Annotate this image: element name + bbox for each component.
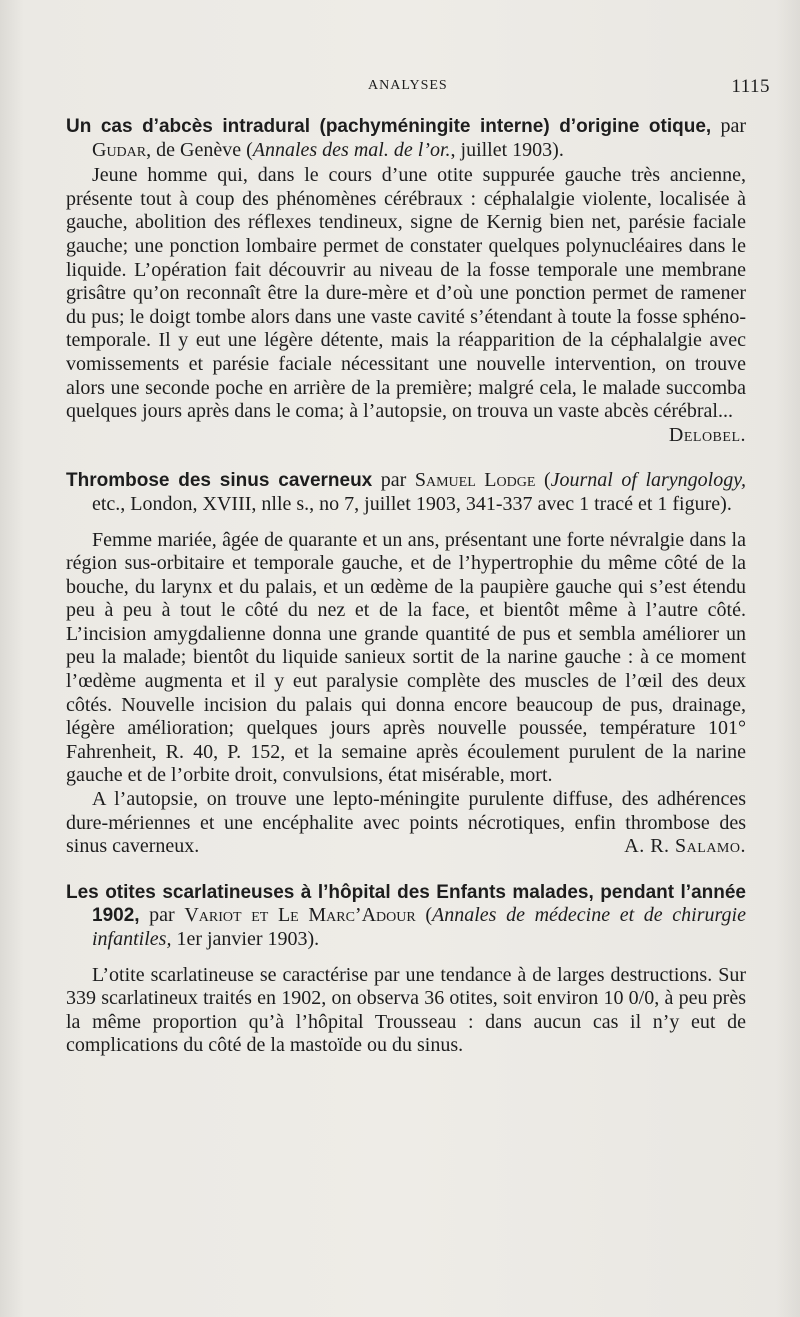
running-head-title: ANALYSES	[368, 78, 448, 93]
page-number: 1115	[731, 76, 770, 97]
entry-location: (	[535, 469, 551, 492]
entry-heading	[66, 881, 746, 952]
paragraph-text: Jeune homme qui, dans le cours d’une otite suppurée gauche très ancienne, présente tout à coup des phénomènes cérébraux : céphalalgie violente, localisée à gauche, abolition des réflexes tendineux, signe de Kernig bien net, parésie faciale gauche; une ponction lombaire permet de constater quelques polynucléaires dans le liquide. L’opération fait découvrir au niveau de la fosse temporale une membrane grisâtre qu’on reconnaît être la dure-mère et d’où une ponction permet de ramener du pus; le doigt tombe alors dans une vaste cavité s’étendant à toute la fosse sphéno-temporale. Il y eut une légère détente, mais la réapparition de la céphalalgie avec vomissements et parésie faciale nécessitant une nouvelle intervention, on trouve alors une seconde poche en arrière de la première; malgré cela, le malade succomba quelques jours après dans le coma; à l’autopsie, on trouva un vaste abcès cérébral...	[66, 164, 746, 423]
entry-paragraph: Femme mariée, âgée de quarante et un ans, présentant une forte névralgie dans la région sus-orbitaire et temporale gauche, et de l’hypertrophie du même côté de la bouche, du larynx et du palais, et un œdème de la paupière gauche qui s’est étendu peu à peu à tout le côté du nez et de la face, et bientôt même à l’autre côté. L’incision amygdalienne donna une grande quantité de pus et sembla améliorer un peu la malade; bientôt du liquide sanieux sortit de la narine gauche : à ce moment l’œdème augmenta et il y eut paralysie complète des muscles de l’œil des deux côtés. Nouvelle incision du palais qui donna encore beaucoup de pus, drainage, légère amélioration; quelques jours après nouvelle poussée, température 101° Fahrenheit, R. 40, P. 152, et la semaine après écoulement purulent de la narine gauche et de l’orbite droit, convulsions, état misérable, mort.	[66, 528, 746, 787]
abstract-entry	[66, 469, 746, 859]
entry-signature: Delobel.	[668, 423, 746, 446]
entry-title: Thrombose des sinus caverneux	[66, 470, 373, 492]
entry-author: Samuel Lodge	[414, 469, 536, 492]
entry-journal: Annales de médecine et de chirurgie infantiles,	[92, 904, 746, 950]
entry-body	[66, 964, 746, 1058]
entry-by: par	[139, 904, 185, 927]
entry-author: Gudar	[92, 138, 147, 161]
abstract-entry	[66, 115, 746, 447]
entry-journal: Journal of laryngology,	[550, 469, 746, 492]
abstract-entry	[66, 881, 746, 1058]
entry-title: Un cas d’abcès intradural (pachyméningite interne) d’origine otique,	[66, 116, 712, 137]
entry-paragraph	[66, 788, 746, 859]
entry-citation: etc., London, XVIII, nlle s., no 7, juillet 1903, 341-337 avec 1 tracé et 1 figure).	[92, 492, 732, 515]
entry-by: par	[372, 469, 415, 492]
entry-location: , de Genève (	[146, 138, 253, 161]
entry-body	[66, 164, 746, 447]
entry-paragraph: L’otite scarlatineuse se caractérise par une tendance à de larges destructions. Sur 339 scarlatineux traités en 1902, on observa 36 otites, soit environ 10 0/0, à peu près la même proportion qu’à l’hôpital Trousseau : dans aucun cas il n’y eut de complications du côté de la mastoïde ou du sinus.	[66, 963, 746, 1057]
entry-by: par	[711, 115, 746, 137]
entry-body	[66, 529, 746, 859]
entry-citation: , juillet 1903).	[450, 138, 564, 161]
entry-paragraph	[66, 164, 746, 446]
entry-author: Variot et Le Marc’Adour	[184, 904, 416, 927]
entry-signature: A. R. Salamo.	[624, 835, 746, 858]
running-head	[0, 76, 800, 100]
article-column	[66, 115, 746, 1058]
entry-location: (	[415, 904, 432, 927]
entry-heading	[66, 115, 746, 162]
entry-heading	[66, 469, 746, 516]
paragraph-text: A l’autopsie, on trouve une lepto-méningite purulente diffuse, des adhérences dure-mériennes et une encéphalite avec points nécrotiques, enfin thrombose des sinus caverneux.	[66, 788, 746, 858]
entry-citation: 1er janvier 1903).	[171, 928, 320, 950]
entry-journal: Annales des mal. de l’or.	[252, 138, 451, 161]
entry-title: Les otites scarlatineuses à l’hôpital des Enfants malades, pendant l’année 1902,	[66, 881, 746, 927]
